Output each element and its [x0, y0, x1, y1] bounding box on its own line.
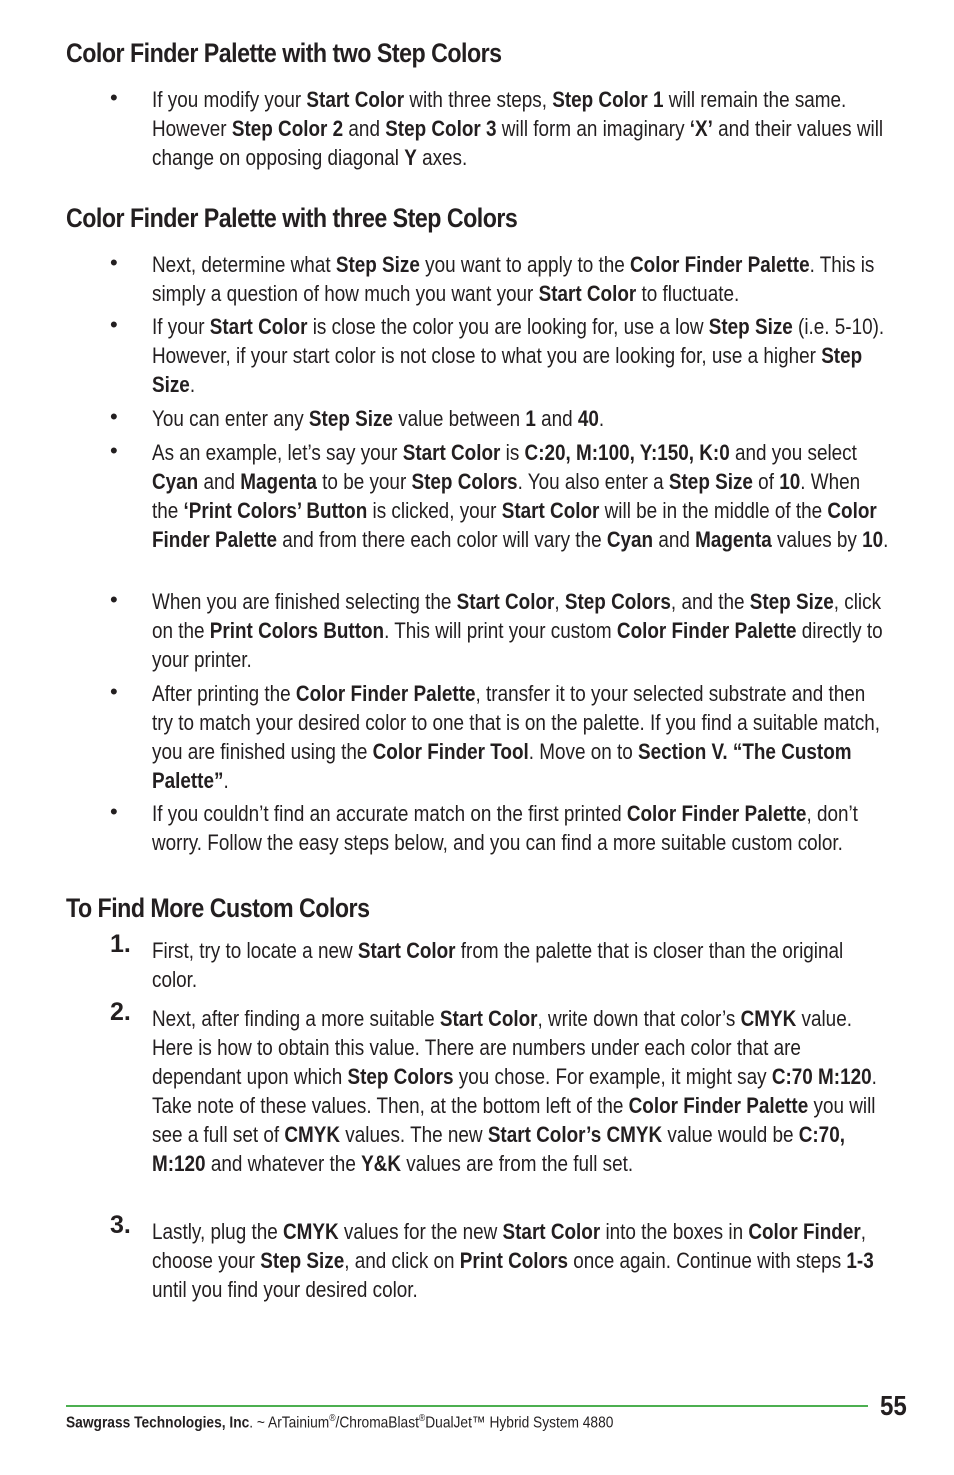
step-text	[152, 936, 891, 994]
bold-term: Color Finder Tool	[372, 739, 529, 764]
heading-find-more-custom-colors: To Find More Custom Colors	[66, 893, 370, 923]
bold-term: Color Finder	[748, 1219, 861, 1244]
text-run: Next, determine what	[152, 252, 336, 277]
bold-term: Step Color 1	[552, 87, 664, 112]
text-run: You can enter any	[152, 406, 309, 431]
bold-term: Start Color	[402, 440, 501, 465]
bullet-glyph: •	[110, 250, 118, 275]
bold-term: Color Finder Palette	[616, 618, 797, 643]
text-run: If your	[152, 314, 210, 339]
text-run: . This is simply a question of how much you want your	[152, 252, 875, 306]
bold-term: Color Finder Palette	[630, 252, 810, 277]
bold-term: Start Color	[209, 314, 308, 339]
bullet-text	[152, 799, 891, 857]
heading-three-step-colors: Color Finder Palette with three Step Colors	[66, 203, 518, 233]
bullet-glyph: •	[110, 85, 118, 110]
bullet-glyph: •	[110, 438, 118, 463]
footer-product-2: /ChromaBlast	[335, 1414, 419, 1432]
footer-separator: . ~	[249, 1414, 269, 1432]
text-run: and	[343, 116, 386, 141]
bold-term: Step Colors	[347, 1064, 454, 1089]
text-run: values by	[771, 527, 863, 552]
step-number: 3.	[110, 1211, 131, 1239]
text-run: with three steps,	[404, 87, 553, 112]
bullet-text	[152, 404, 891, 433]
bold-term: CMYK	[740, 1006, 797, 1031]
footer-product-3: DualJet™ Hybrid System 4880	[425, 1414, 614, 1432]
text-run: Lastly, plug the	[152, 1219, 283, 1244]
footer-rule	[66, 1405, 868, 1407]
text-run: will be in the middle of the	[599, 498, 828, 523]
bold-term: Print Colors	[459, 1248, 568, 1273]
text-run: once again. Continue with steps	[567, 1248, 847, 1273]
bold-term: Step Color 2	[231, 116, 344, 141]
bold-term: ‘Print Colors’ Button	[183, 498, 368, 523]
text-run: (i.e. 5-10). However, if your start color is not close to what you are looking for, use a higher	[152, 314, 885, 368]
bold-term: 1-3	[846, 1248, 874, 1273]
text-run: is	[500, 440, 525, 465]
step-text	[152, 1004, 891, 1178]
bold-term: Color Finder Palette	[626, 801, 807, 826]
bold-term: Start Color	[538, 281, 637, 306]
text-run: and you select	[729, 440, 857, 465]
text-run: you want to apply to the	[419, 252, 631, 277]
text-run: values. The new	[340, 1122, 488, 1147]
text-run: , choose your	[152, 1219, 866, 1273]
bullet-text	[152, 587, 891, 674]
bold-term: Step Colors	[564, 589, 671, 614]
text-run: value would be	[662, 1122, 799, 1147]
text-run: until you find your desired color.	[152, 1277, 418, 1302]
text-run: value. Here is how to obtain this value. There are numbers under each color that are dependant upon which	[152, 1006, 852, 1089]
text-run: and their values will change on opposing diagonal	[152, 116, 884, 170]
step-number: 2.	[110, 998, 131, 1026]
heading-two-step-colors: Color Finder Palette with two Step Colors	[66, 38, 502, 68]
text-run: from the palette that is closer than the original color.	[152, 938, 844, 992]
step-text	[152, 1217, 891, 1304]
bold-term: Step Size	[749, 589, 834, 614]
bold-term: Magenta	[695, 527, 772, 552]
text-run: you chose. For example, it might say	[453, 1064, 772, 1089]
text-run: will form an imaginary	[496, 116, 690, 141]
text-run: value between	[392, 406, 526, 431]
bold-term: 10	[862, 527, 884, 552]
bold-term: Cyan	[606, 527, 654, 552]
text-run: After printing the	[152, 681, 296, 706]
footer-text	[66, 1413, 613, 1432]
bold-term: Magenta	[240, 469, 317, 494]
bullet-glyph: •	[110, 799, 118, 824]
text-run: into the boxes in	[600, 1219, 749, 1244]
bold-term: ‘X’	[689, 116, 713, 141]
text-run: . This will print your custom	[384, 618, 617, 643]
bold-term: 40	[577, 406, 599, 431]
bold-term: C:20, M:100, Y:150, K:0	[524, 440, 730, 465]
text-run: , transfer it to your selected substrate and then try to match your desired color to one that is on the palette. If you find a suitable match, you are finished using the	[152, 681, 881, 764]
footer-company: Sawgrass Technologies, Inc	[66, 1414, 250, 1432]
text-run: is close the color you are looking for, use a low	[307, 314, 709, 339]
text-run: , don’t worry. Follow the easy steps below, and you can find a more suitable custom color.	[152, 801, 858, 855]
bold-term: Start Color	[357, 938, 456, 963]
bold-term: Step Size	[708, 314, 793, 339]
bold-term: Start Color	[439, 1006, 538, 1031]
page-number: 55	[880, 1390, 907, 1421]
text-run: .	[598, 406, 605, 431]
bold-term: Color Finder Palette	[295, 681, 476, 706]
text-run: axes.	[416, 145, 468, 170]
text-run: . You also enter a	[517, 469, 669, 494]
bold-term: CMYK	[282, 1219, 339, 1244]
text-run: If you modify your	[152, 87, 307, 112]
bold-term: Step Size	[260, 1248, 345, 1273]
bullet-glyph: •	[110, 679, 118, 704]
bold-term: Step Size	[668, 469, 753, 494]
bold-term: Y&K	[361, 1151, 401, 1176]
text-run: to be your	[316, 469, 412, 494]
bold-term: Print Colors Button	[209, 618, 385, 643]
step-number: 1.	[110, 930, 131, 958]
bold-term: Step Size	[152, 343, 863, 397]
text-run: , and the	[670, 589, 750, 614]
bold-term: C:70, M:120	[152, 1122, 845, 1176]
bold-term: Color Finder Palette	[628, 1093, 809, 1118]
registered-mark: ®	[329, 1413, 336, 1424]
text-run: to fluctuate.	[636, 281, 740, 306]
text-run: .	[189, 372, 196, 397]
text-run: directly to your printer.	[152, 618, 883, 672]
bullet-glyph: •	[110, 587, 118, 612]
bullet-glyph: •	[110, 404, 118, 429]
bullet-text	[152, 85, 891, 172]
bold-term: Start Color	[502, 1219, 601, 1244]
text-run: values are from the full set.	[400, 1151, 634, 1176]
text-run: and	[653, 527, 696, 552]
bold-term: Start Color	[501, 498, 600, 523]
text-run: First, try to locate a new	[152, 938, 358, 963]
bold-term: Section V. “The Custom Palette”	[152, 739, 852, 793]
text-run: and	[535, 406, 578, 431]
bold-term: 1	[525, 406, 536, 431]
bold-term: Step Colors	[411, 469, 518, 494]
bullet-text	[152, 679, 891, 795]
bold-term: Start Color	[456, 589, 555, 614]
text-run: values for the new	[338, 1219, 503, 1244]
bullet-text	[152, 250, 891, 308]
text-run: of	[752, 469, 780, 494]
text-run: and from there each color will vary the	[276, 527, 607, 552]
bold-term: Step Size	[335, 252, 420, 277]
text-run: As an example, let’s say your	[152, 440, 403, 465]
text-run: . Take note of these values. Then, at the bottom left of the	[152, 1064, 877, 1118]
text-run: , and click on	[344, 1248, 460, 1273]
text-run: . When the	[152, 469, 861, 523]
bold-term: Step Color 3	[385, 116, 497, 141]
bold-term: C:70 M:120	[771, 1064, 872, 1089]
text-run: is clicked, your	[367, 498, 502, 523]
text-run: , write down that color’s	[537, 1006, 741, 1031]
text-run: If you couldn’t find an accurate match on the first printed	[152, 801, 627, 826]
text-run: . Move on to	[528, 739, 639, 764]
bold-term: Y	[404, 145, 417, 170]
bold-term: Start Color’s CMYK	[487, 1122, 663, 1147]
footer-product-1: ArTainium	[268, 1414, 330, 1432]
bold-term: CMYK	[284, 1122, 341, 1147]
bullet-text	[152, 312, 891, 399]
text-run: ,	[554, 589, 565, 614]
text-run: you will see a full set of	[152, 1093, 876, 1147]
bold-term: Step Size	[308, 406, 393, 431]
bullet-glyph: •	[110, 312, 118, 337]
bold-term: 10	[779, 469, 801, 494]
text-run: Next, after finding a more suitable	[152, 1006, 440, 1031]
bold-term: Start Color	[306, 87, 405, 112]
text-run: When you are finished selecting the	[152, 589, 457, 614]
text-run: .	[883, 527, 889, 552]
bold-term: Color Finder Palette	[152, 498, 877, 552]
text-run: , click on the	[152, 589, 882, 643]
text-run: .	[223, 768, 229, 793]
text-run: and whatever the	[205, 1151, 362, 1176]
text-run: will remain the same. However	[152, 87, 847, 141]
registered-mark: ®	[418, 1413, 426, 1424]
bold-term: Cyan	[152, 469, 199, 494]
bullet-text	[152, 438, 891, 554]
text-run: and	[198, 469, 241, 494]
